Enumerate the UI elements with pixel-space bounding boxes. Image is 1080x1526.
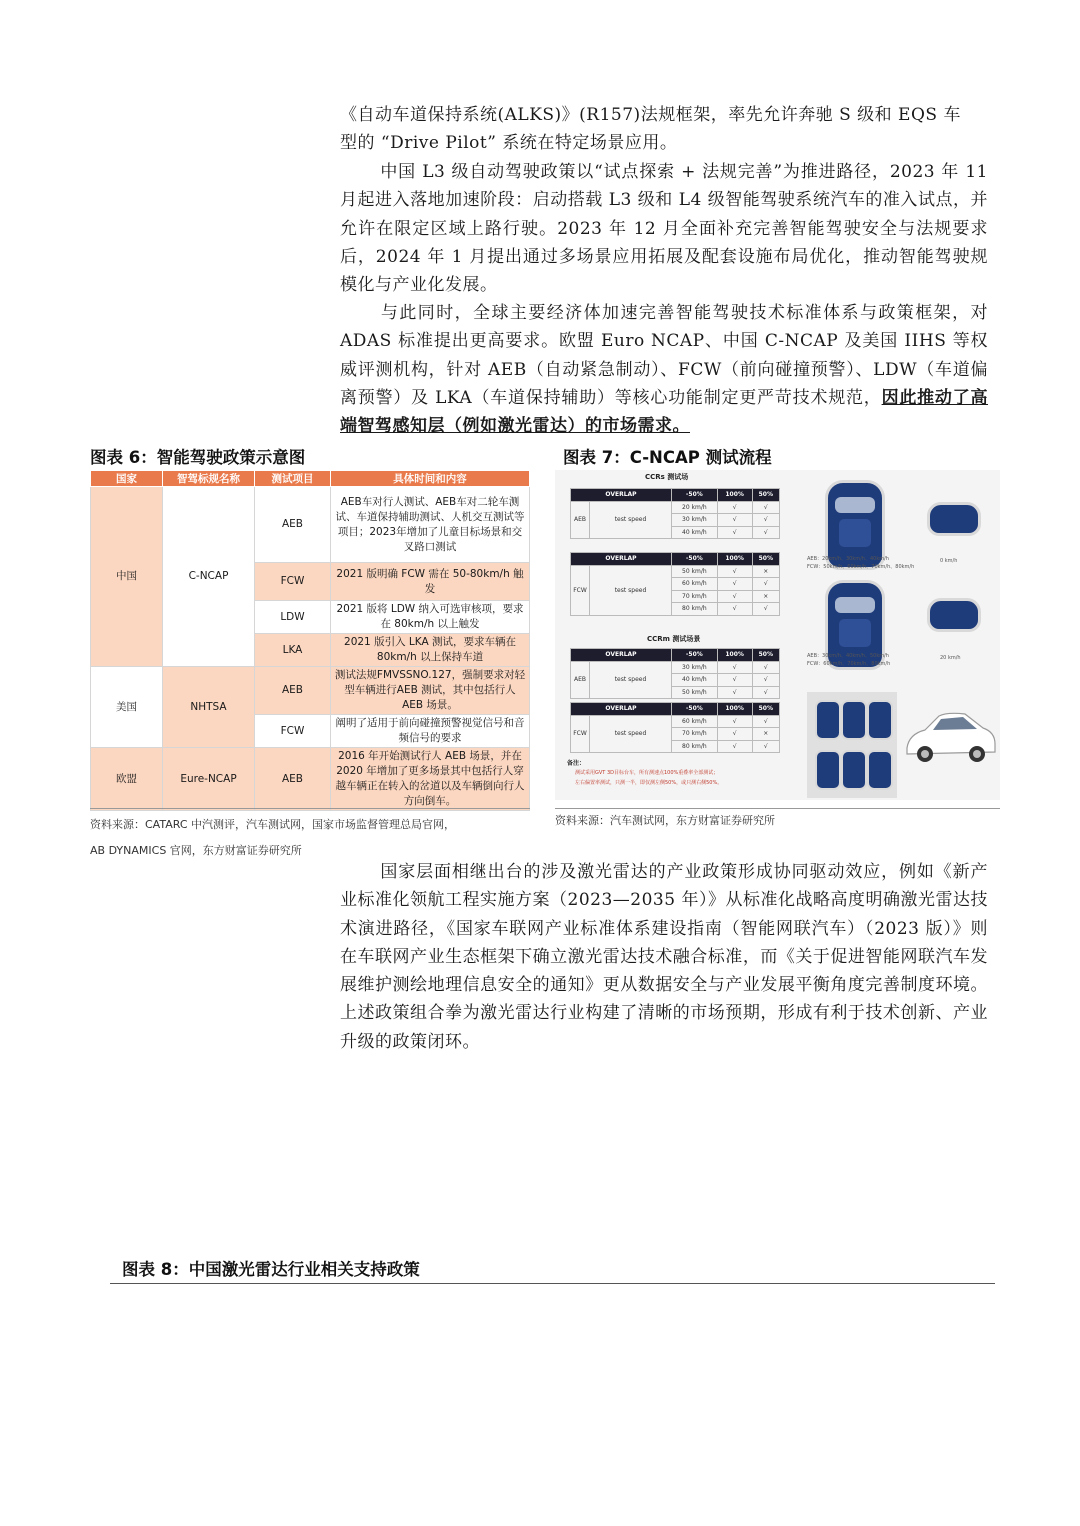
check-mark: √ [717,501,752,514]
col-100: 100% [717,553,752,566]
check-mark: √ [717,715,752,728]
paragraph-1-line-2: 型的 “Drive Pilot” 系统在特定场景应用。 [340,133,678,154]
speed-cell: 70 km/h [671,590,717,603]
parked-car [867,750,893,790]
parked-car [841,750,867,790]
speed-cell: 50 km/h [671,565,717,578]
figure-6-title: 图表 6：智能驾驶政策示意图 [90,444,530,472]
paragraph-4-text: 国家层面相继出台的涉及激光雷达的产业政策形成协同驱动效应，例如《新产业标准化领航工程实施方案（2023—2035 年）》从标准化战略高度明确激光雷达技术演进路径，《国家车联网产业标准体系建设指南（智能网联汽车）（2023 版）》则在车联网产业生态框架下确立激光雷达技术融合标准，而《关于促进智能网联汽车发展维护测绘地理信息安全的通知》更从数据安全与产业发展平衡角度完善制度环境。上述政策组合拳为激光雷达行业构建了清晰的市场预期，形成有利于技术创新、产业升级的政策闭环。 [340,862,988,1052]
check-mark: √ [752,514,779,527]
col-50: 50% [752,649,779,662]
speed-cell: 80 km/h [671,740,717,753]
speed-cell: 30 km/h [671,514,717,527]
check-mark: √ [717,674,752,687]
cell-aeb-3: AEB [255,748,331,811]
overlap-header: OVERLAP [571,703,672,716]
overlap-header: OVERLAP [571,489,672,502]
fcw-label: FCW [571,715,590,753]
cell-nhtsa: NHTSA [163,667,255,748]
paragraph-3-text: 与此同时，全球主要经济体加速完善智能驾驶技术标准体系与政策框架，对 ADAS 标准提出更高要求。欧盟 Euro NCAP、中国 C-NCAP 及美国 IIHS 等权威评测机构，针对 AEB（自动紧急制动）、FCW（前向碰撞预警）、LDW（车道偏离预警）及 LKA（车道保持辅助）等核心功能制定更严苛技术规范， [340,303,988,408]
check-mark: √ [752,686,779,699]
test-speed-label: test speed [590,661,672,699]
check-mark: √ [717,728,752,741]
check-mark: √ [717,565,752,578]
check-mark: √ [752,674,779,687]
check-mark: √ [717,740,752,753]
speed-cell: 70 km/h [671,728,717,741]
cell-aeb-2-text: 测试法规FMVSSNO.127，强制要求对轻型车辆进行AEB 测试，其中包括行人 AEB 场景。 [331,667,530,715]
ccrs-fcw-table [570,552,780,616]
cncap-test-diagram [555,470,1000,800]
col-neg50: -50% [671,553,717,566]
check-mark: √ [717,661,752,674]
ccrm-aeb-table [570,648,780,699]
speed-cell: 40 km/h [671,526,717,539]
scene-1-caption-c: 0 km/h [940,558,958,564]
paragraph-4 [340,858,988,1056]
paragraph-2-text: 中国 L3 级自动驾驶政策以“试点探索 + 法规完善”为推进路径，2023 年 11 月起进入落地加速阶段：启动搭载 L3 级和 L4 级智能驾驶系统汽车的准入试点，并允许在限定区域上路行驶。2023 年 12 月全面补充完善智能驾驶安全与法规要求后，2024 年 1 月提出通过多场景应用拓展及配套设施布局优化，推动智能驾驶规模化与产业化发展。 [340,162,988,296]
cell-aeb-1: AEB [255,487,331,563]
parked-car [815,700,841,740]
white-car-side-view [903,708,999,768]
scene-2-caption-c: 20 km/h [940,655,961,661]
cell-aeb-1-text: AEB车对行人测试、AEB车对二轮车测试、车道保持辅助测试、人机交互测试等项目；2023年增加了儿童目标场景和交叉路口测试 [331,487,530,563]
col-100: 100% [717,703,752,716]
cell-fcw-2-text: 阐明了适用于前向碰撞预警视觉信号和音频信号的要求 [331,715,530,748]
cell-lka-text: 2021 版引入 LKA 测试，要求车辆在 80km/h 以上保持车道 [331,634,530,667]
paragraph-3-emphasis: 因此推动了高端智驾感知层（例如激光雷达）的市场需求。 [340,387,989,437]
cell-lka: LKA [255,634,331,667]
cell-china: 中国 [91,487,163,667]
col-neg50: -50% [671,649,717,662]
check-mark: √ [717,578,752,591]
header-content: 具体时间和内容 [331,471,530,487]
check-mark: √ [752,661,779,674]
cross-mark: × [752,590,779,603]
col-neg50: -50% [671,489,717,502]
speed-cell: 50 km/h [671,686,717,699]
check-mark: √ [752,603,779,616]
cell-fcw-1: FCW [255,563,331,601]
paragraph-1-line-1: 《自动车道保持系统(ALKS)》(R157)法规框架，率先允许奔驰 S 级和 EQS 车 [340,105,961,125]
target-car-rear-view [927,502,981,536]
col-50: 50% [752,553,779,566]
parked-car [815,750,841,790]
speed-cell: 30 km/h [671,661,717,674]
note-line-1: 测试采用GVT 3D目标台车，所有测速点100%重叠率全部测试； [575,770,719,776]
check-mark: √ [752,740,779,753]
check-mark: √ [717,526,752,539]
check-mark: √ [717,514,752,527]
table-row [91,487,530,563]
policy-table [90,470,530,811]
speed-cell: 20 km/h [671,501,717,514]
scene-2-caption-b: FCW：60km/h、70km/h、80km/h [807,661,891,667]
paragraph-2 [340,158,988,299]
ccrm-label: CCRm 测试场景 [647,635,701,643]
check-mark: √ [717,590,752,603]
cell-ldw-text: 2021 版将 LDW 纳入可选审核项，要求在 80km/h 以上触发 [331,601,530,634]
aeb-label: AEB [571,661,590,699]
col-100: 100% [717,649,752,662]
cell-eu: 欧盟 [91,748,163,811]
check-mark: √ [717,603,752,616]
cell-fcw-2: FCW [255,715,331,748]
speed-cell: 60 km/h [671,715,717,728]
figure-7-title: 图表 7：C-NCAP 测试流程 [563,444,1000,472]
cell-cncap: C-NCAP [163,487,255,667]
cell-aeb-3-text: 2016 年开始测试行人 AEB 场景，并在 2020 年增加了更多场景其中包括行人穿越车辆正在转入的岔道以及车辆倒向行人方向倒车。 [331,748,530,811]
speed-cell: 60 km/h [671,578,717,591]
col-50: 50% [752,489,779,502]
check-mark: √ [752,501,779,514]
overlap-header: OVERLAP [571,553,672,566]
parked-car [867,700,893,740]
cell-euro-ncap: Eure-NCAP [163,748,255,811]
figure-6-source-line-1: 资料来源：CATARC 中汽测评，汽车测试网，国家市场监督管理总局官网， [90,818,456,831]
col-neg50: -50% [671,703,717,716]
cross-mark: × [752,565,779,578]
parked-car [841,700,867,740]
check-mark: √ [752,715,779,728]
header-country: 国家 [91,471,163,487]
test-speed-label: test speed [590,715,672,753]
header-standard: 智驾标规名称 [163,471,255,487]
note-title: 备注： [567,760,586,767]
cell-ldw: LDW [255,601,331,634]
ccrs-aeb-table [570,488,780,539]
check-mark: √ [752,526,779,539]
scene-1-caption-b: FCW：50km/h、60km/h、70km/h、80km/h [807,564,915,570]
paragraph-3 [340,299,988,440]
overlap-header: OVERLAP [571,649,672,662]
test-speed-label: test speed [590,565,672,615]
figure-6-source-line-2: AB DYNAMICS 官网，东方财富证券研究所 [90,844,302,857]
figure-8-title: 图表 8：中国激光雷达行业相关支持政策 [110,1256,995,1284]
cell-fcw-1-text: 2021 版明确 FCW 需在 50-80km/h 触发 [331,563,530,601]
ccrm-fcw-table [570,702,780,753]
target-car-rear-view [927,598,981,632]
ccrs-label: CCRs 测试场 [645,473,689,481]
table-row [91,748,530,811]
table-row [91,667,530,715]
speed-cell: 80 km/h [671,603,717,616]
cell-usa: 美国 [91,667,163,748]
policy-table-header [91,471,530,487]
header-test-item: 测试项目 [255,471,331,487]
fcw-label: FCW [571,565,590,615]
note-line-2: 左右偏置率测试，只测一半，即仅测左侧50%，或只测右侧50%。 [575,780,723,786]
cross-mark: × [752,728,779,741]
test-speed-label: test speed [590,501,672,539]
cell-aeb-2: AEB [255,667,331,715]
scene-2-caption-a: AEB：30km/h、40km/h、50km/h [807,653,889,659]
aeb-label: AEB [571,501,590,539]
check-mark: √ [717,686,752,699]
speed-cell: 40 km/h [671,674,717,687]
col-50: 50% [752,703,779,716]
scene-1-caption-a: AEB：20km/h、30km/h、40km/h [807,556,889,562]
check-mark: √ [752,578,779,591]
paragraph-1 [340,101,988,158]
figure-6-source [90,808,530,864]
figure-7-source: 资料来源：汽车测试网，东方财富证券研究所 [555,808,1000,830]
col-100: 100% [717,489,752,502]
